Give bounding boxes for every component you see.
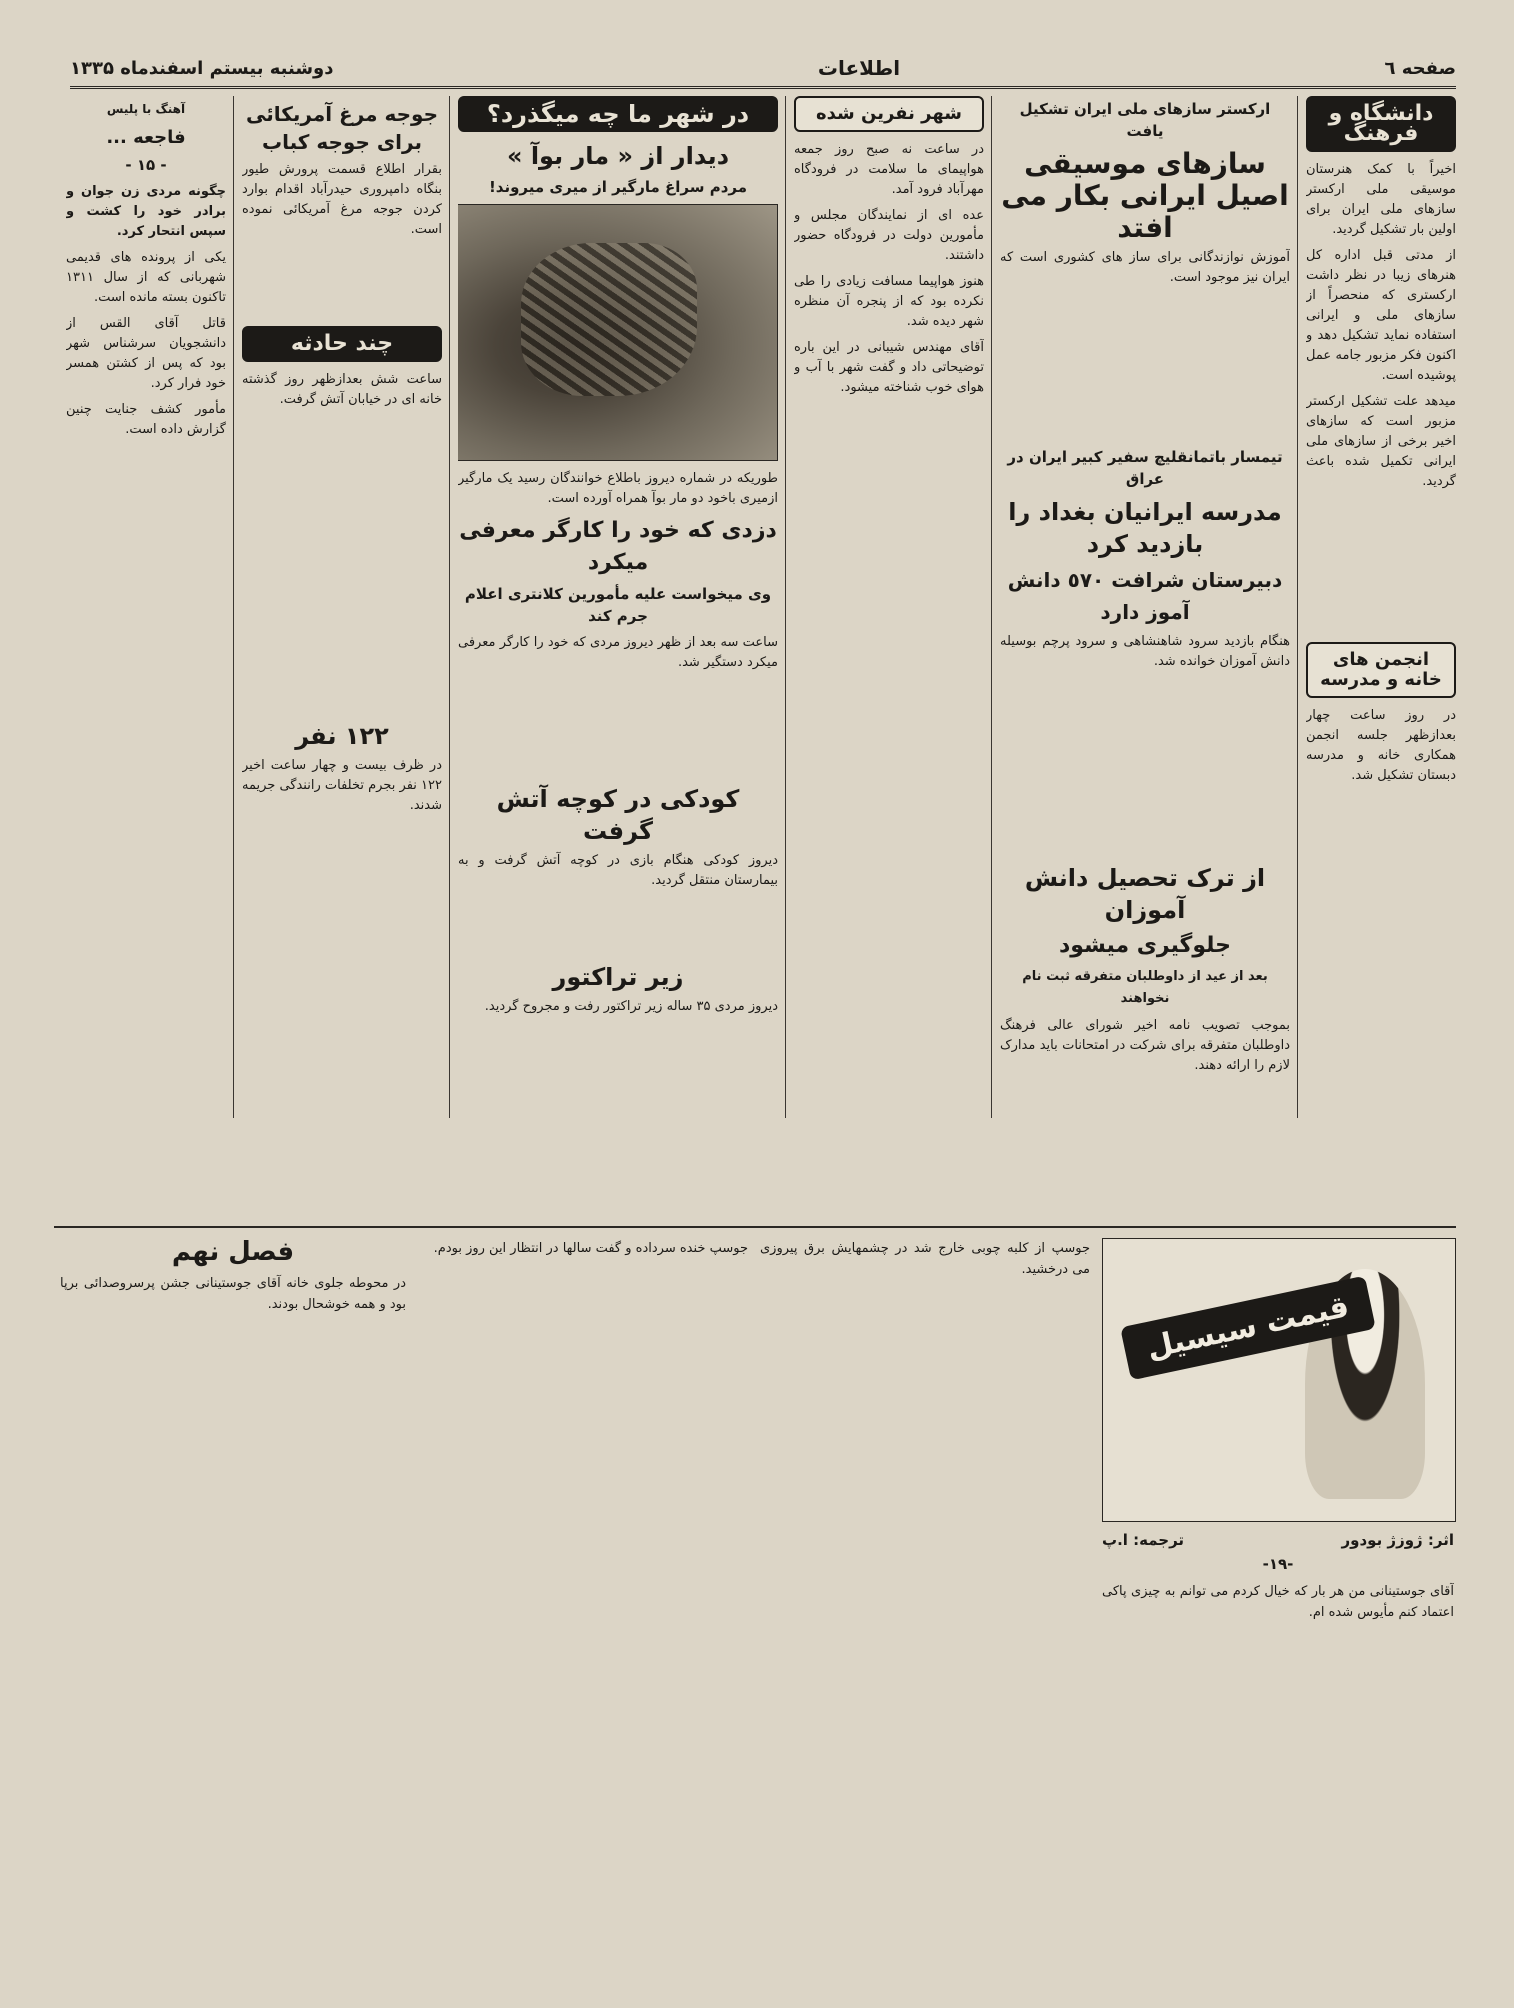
subheadline: وی میخواست علیه مأمورین کلانتری اعلام جرم کند (464, 585, 772, 625)
section-divider (54, 1226, 1456, 1228)
paper-name: اطلاعات (817, 56, 901, 80)
article-text: میدهد علت تشکیل ارکستر مزبور است که سازهای اخیر برخی از سازهای ملی ایرانی تکمیل شده باعث گردید. (1306, 394, 1456, 489)
page-header (70, 50, 1456, 89)
column-rule (233, 96, 234, 1118)
article-text: در ظرف بیست و چهار ساعت اخیر ۱۲۲ نفر بجرم تخلفات رانندگی جریمه شدند. (242, 758, 442, 813)
column-rule (991, 96, 992, 1118)
headline: دزدی که خود را کارگر معرفی میکرد (459, 518, 777, 575)
article-text: در ساعت نه صبح روز جمعه هواپیمای ما سلامت در فرودگاه مهرآباد فرود آمد. (794, 142, 984, 197)
article-text: آقای مهندس شیبانی در این باره توضیحاتی داد و گفت شهر با آب و هوای خوب شناخته میشود. (794, 340, 984, 395)
article-text: مأمور کشف جنایت چنین گزارش داده است. (66, 402, 226, 437)
advertisement (1102, 1238, 1456, 1522)
news-photo (458, 204, 778, 461)
section-title-box: شهر نفرین شده (794, 96, 984, 132)
serial-number: -۱۹- (1262, 1555, 1294, 1573)
headline: از ترک تحصیل دانش آموزان (1024, 864, 1266, 924)
article-text: طوریکه در شماره دیروز باطلاع خوانندگان رسید یک مارگیر ازمیری باخود دو مار بوآ همراه آورده است. (458, 471, 778, 506)
kicker: ارکستر سازهای ملی ایران تشکیل یافت (1019, 100, 1271, 140)
article-text: جوسپ از کلبه چوبی خارج شد در چشمهایش برق پیروزی می درخشید. (760, 1241, 1090, 1277)
column-rule (449, 96, 450, 1118)
section-title-box: انجمن های خانه و مدرسه (1306, 642, 1456, 698)
article-text: قاتل آقای القس از دانشجویان سرشناس شهر بود که پس از کشتن همسر خود فرار کرد. (66, 316, 226, 391)
headline: سازهای موسیقی اصیل ایرانی بکار می افتد (1001, 147, 1289, 244)
article-text: دیروز کودکی هنگام بازی در کوچه آتش گرفت و به بیمارستان منتقل گردید. (458, 853, 778, 888)
article-text: جوسپ خنده سرداده و گفت سالها در انتظار این روز بودم. (433, 1241, 748, 1256)
section-title-box: چند حادثه (242, 326, 442, 362)
serial-author: اثر: ژوزژ بودور (1341, 1531, 1454, 1549)
article-text: دیروز مردی ۳۵ ساله زیر تراکتور رفت و مجروح گردید. (484, 999, 778, 1014)
kicker: تیمسار باتمانقلیچ سفیر کبیر ایران در عراق (1007, 448, 1283, 488)
serial-column-4 (60, 1238, 406, 1968)
headline: مدرسه ایرانیان بغداد را بازدید کرد (1008, 498, 1282, 558)
column-police (66, 96, 226, 1118)
article-text: هنگام بازدید سرود شاهنشاهی و سرود پرچم بوسیله دانش آموزان خوانده شد. (1000, 634, 1290, 669)
column-city-events (458, 96, 778, 1118)
serial-column-2 (760, 1238, 1090, 1968)
column-university (1306, 96, 1456, 1118)
column-city (794, 96, 984, 1118)
column-rule (1297, 96, 1298, 1118)
article-text: آقای جوستینانی من هر بار که خیال کردم می توانم به چیزی پاکی اعتماد کنم مأیوس شده ام. (1102, 1584, 1454, 1620)
article-text: اخیراً با کمک هنرستان موسیقی ملی ارکستر سازهای ملی ایران برای اولین بار تشکیل گردید. (1306, 162, 1456, 237)
kicker: آهنگ با پلیس (106, 102, 186, 116)
chapter-title: فصل نهم (171, 1238, 295, 1267)
serial-column-1 (1102, 1530, 1454, 1968)
serial-column-3 (418, 1238, 748, 1968)
article-text: عده ای از نمایندگان مجلس و مأمورین دولت در فرودگاه حضور داشتند. (794, 208, 984, 263)
ad-banner: قیمت سیسیل (1120, 1276, 1376, 1381)
issue-date: دوشنبه بیستم اسفندماه ۱۳۳۵ (70, 57, 334, 79)
serial-number: - ۱۵ - (125, 156, 167, 174)
headline: دیدار از « مار بوآ » (506, 142, 730, 170)
headline: ۱۲۲ نفر (295, 722, 389, 750)
headline: زیر تراکتور (552, 963, 684, 991)
section-title-box: در شهر ما چه میگذرد؟ (458, 96, 778, 132)
article-text: در محوطه جلوی خانه آقای جوستینانی جشن پرسروصدائی برپا بود و همه خوشحال بودند. (60, 1276, 406, 1312)
headline: فاجعه ... (106, 127, 186, 148)
headline: کودکی در کوچه آتش گرفت (496, 785, 740, 845)
section-title-box: دانشگاه و فرهنگ (1306, 96, 1456, 152)
serial-translator: ترجمه: ا.پ (1102, 1531, 1185, 1549)
article-text: آموزش نوازندگانی برای ساز های کشوری است که ایران نیز موجود است. (1000, 250, 1290, 285)
headline: جلوگیری میشود (1059, 933, 1231, 958)
article-text: بموجب تصویب نامه اخیر شورای عالی فرهنگ داوطلبان متفرقه برای شرکت در امتحانات باید مدارک لازم را ارائه دهند. (1000, 1018, 1290, 1073)
column-news (242, 96, 442, 1118)
column-music (1000, 96, 1290, 1118)
article-text: یکی از پرونده های قدیمی شهربانی که از سال ۱۳۱۱ تاکنون بسته مانده است. (66, 250, 226, 305)
column-rule (785, 96, 786, 1118)
article-text: هنوز هواپیما مسافت زیادی را طی نکرده بود که از پنجره آن منظره شهر دیده شد. (794, 274, 984, 329)
headline: جوجه مرغ آمریکائی برای جوجه کباب (246, 102, 438, 154)
headline: دبیرستان شرافت ٥٧٠ دانش آموز دارد (1007, 568, 1283, 624)
subheadline: بعد از عید از داوطلبان متفرقه ثبت نام نخواهند (1022, 969, 1268, 1006)
page-number: صفحه ٦ (1384, 57, 1456, 79)
article-text: بقرار اطلاع قسمت پرورش طیور بنگاه دامپروری حیدرآباد اقدام بوارد کردن جوجه مرغ آمریکائی نموده است. (242, 162, 442, 237)
article-text: در روز ساعت چهار بعدازظهر جلسه انجمن همکاری خانه و مدرسه دبستان تشکیل شد. (1306, 708, 1456, 783)
article-text: ساعت سه بعد از ظهر دیروز مردی که خود را کارگر معرفی میکرد دستگیر شد. (458, 635, 778, 670)
article-text: ساعت شش بعدازظهر روز گذشته خانه ای در خیابان آتش گرفت. (242, 372, 442, 407)
subheadline: مردم سراغ مارگیر از میری میروند! (488, 178, 748, 196)
article-text: چگونه مردی زن جوان و برادر خود را کشت و سپس انتحار کرد. (66, 184, 226, 239)
article-text: از مدتی قبل اداره کل هنرهای زیبا در نظر داشت ارکستری که منحصراً از سازهای ملی و ایرانی استفاده نماید تشکیل دهد و اکنون فکر مزبور جامه عمل پوشیده است. (1306, 248, 1456, 383)
